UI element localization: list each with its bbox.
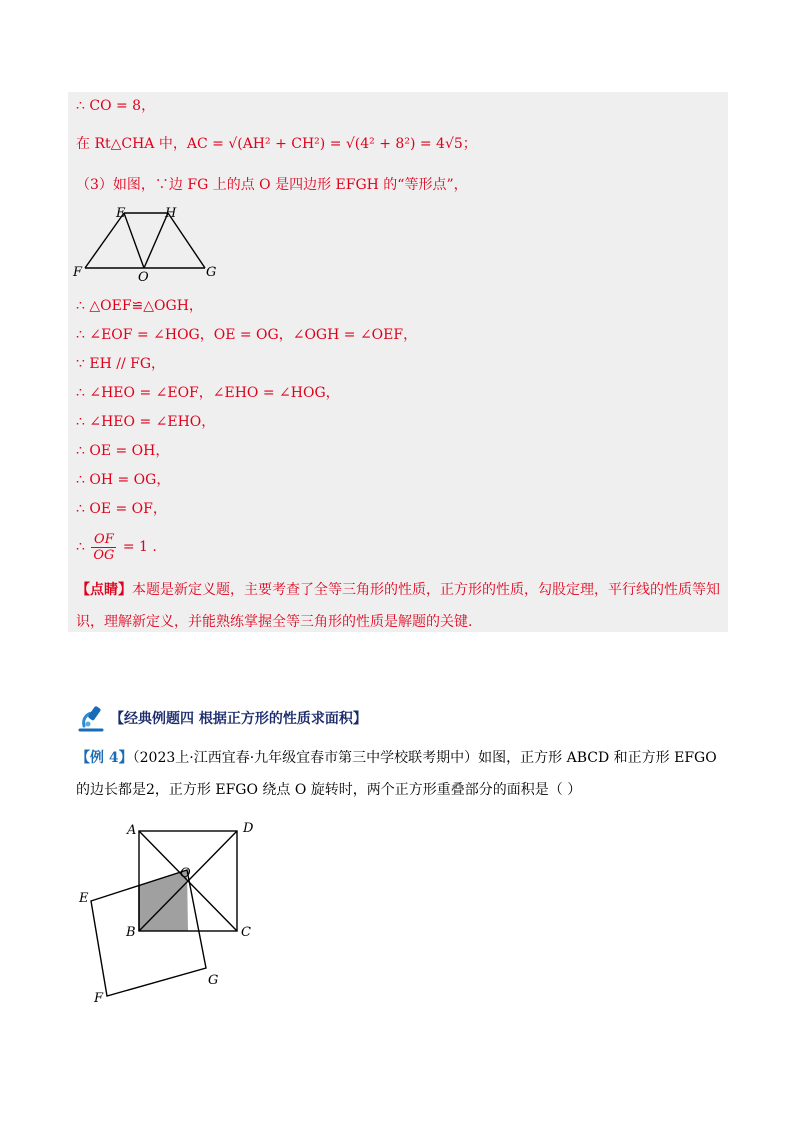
solution-line: （3）如图，∵边 FG 上的点 O 是四边形 EFGH 的“等形点”， bbox=[76, 177, 468, 193]
solution-line: ∴ ∠HEO = ∠EOF，∠EHO = ∠HOG， bbox=[76, 385, 340, 401]
solution-panel bbox=[68, 92, 728, 632]
example-question bbox=[76, 742, 726, 806]
final-fraction bbox=[91, 532, 116, 563]
solution-line: ∴ OE = OF， bbox=[76, 501, 167, 517]
solution-line: ∴ OE = OH， bbox=[76, 443, 170, 459]
example-text: （2023上·江西宜春·九年级宜春市第三中学校联考期中）如图，正方形 ABCD 和正方形 EFGO 的边长都是2，正方形 EFGO 绕点 O 旋转时，两个正方形重叠部分的面积是（ ） bbox=[76, 750, 717, 798]
comment-text: 本题是新定义题，主要考查了全等三角形的性质，正方形的性质，勾股定理，平行线的性质等知识，理解新定义，并能熟练掌握全等三角形的性质是解题的关键. bbox=[76, 582, 720, 630]
label-F: F bbox=[73, 265, 83, 280]
label-O: O bbox=[138, 270, 149, 285]
label-C: C bbox=[241, 925, 251, 940]
label-A: A bbox=[127, 823, 137, 838]
label-B: B bbox=[126, 925, 136, 940]
final-numerator: OF bbox=[91, 532, 116, 548]
section-title: 【经典例题四 根据正方形的性质求面积】 bbox=[110, 711, 367, 727]
label-D: D bbox=[243, 821, 254, 836]
label-E: E bbox=[116, 206, 126, 221]
solution-line: ∴ △OEF≌△OGH， bbox=[76, 298, 203, 314]
label-G: G bbox=[208, 973, 219, 988]
solution-line: ∴ ∠EOF = ∠HOG，OE = OG，∠OGH = ∠OEF， bbox=[76, 327, 418, 343]
section-heading bbox=[76, 703, 367, 733]
label-H: H bbox=[165, 206, 177, 221]
solution-line: ∴ OH = OG， bbox=[76, 472, 171, 488]
solution-line: 在 Rt△CHA 中，AC = √(AH² + CH²) = √(4² + 8²) = 4√5； bbox=[76, 136, 477, 152]
label-E: E bbox=[79, 891, 89, 906]
final-denominator: OG bbox=[93, 547, 115, 563]
final-equation bbox=[76, 530, 157, 564]
microscope-icon bbox=[76, 704, 106, 732]
final-prefix: ∴ bbox=[76, 539, 85, 555]
comment-tag: 【点睛】 bbox=[76, 582, 132, 598]
solution-line: ∴ ∠HEO = ∠EHO， bbox=[76, 414, 216, 430]
solution-line: ∴ CO = 8， bbox=[76, 98, 156, 114]
label-G: G bbox=[206, 265, 217, 280]
trapezoid-figure bbox=[68, 200, 228, 290]
squares-figure bbox=[68, 815, 268, 1015]
label-O: O bbox=[180, 866, 191, 881]
comment-paragraph bbox=[76, 574, 724, 638]
solution-line: ∵ EH // FG， bbox=[76, 356, 166, 372]
example-tag: 【例 4】 bbox=[76, 750, 133, 766]
final-suffix: = 1 . bbox=[122, 539, 157, 555]
label-F: F bbox=[94, 991, 104, 1006]
